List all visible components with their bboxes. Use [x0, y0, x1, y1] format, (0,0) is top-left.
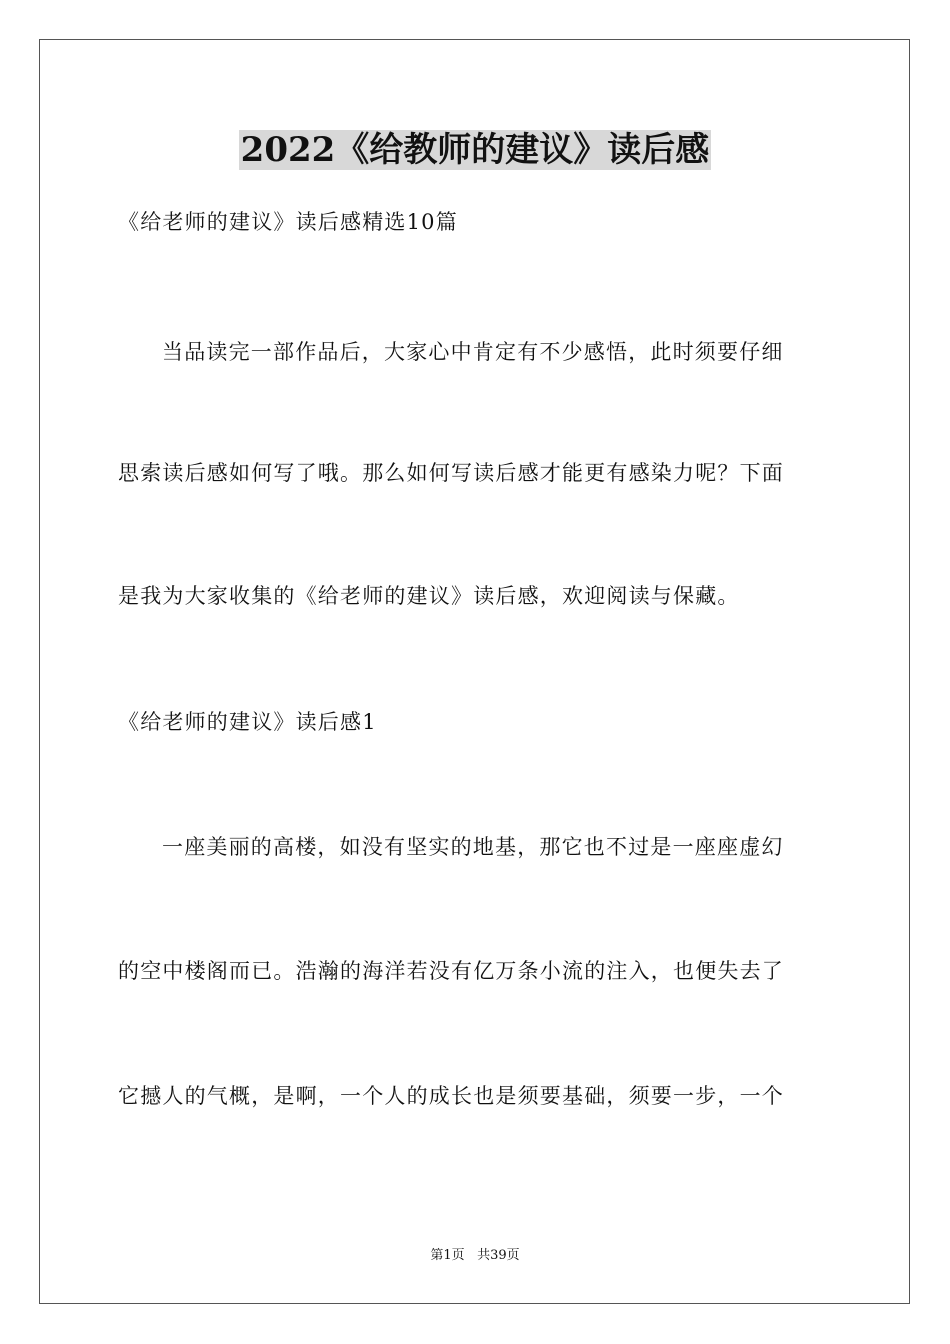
document-title	[0, 128, 950, 172]
document-subtitle: 《给老师的建议》读后感精选10篇	[118, 210, 458, 234]
paragraph-line: 它撼人的气概，是啊，一个人的成长也是须要基础，须要一步，一个	[118, 1084, 784, 1108]
page-footer	[0, 1247, 950, 1265]
page-number: 第1页	[430, 1248, 465, 1263]
section-heading: 《给老师的建议》读后感1	[118, 710, 377, 734]
paragraph-line: 当品读完一部作品后，大家心中肯定有不少感悟，此时须要仔细	[162, 340, 784, 364]
page-total: 共39页	[477, 1248, 520, 1263]
document-title-text: 2022《给教师的建议》读后感	[240, 130, 710, 170]
paragraph-line: 思索读后感如何写了哦。那么如何写读后感才能更有感染力呢？下面	[118, 461, 784, 485]
paragraph-line: 是我为大家收集的《给老师的建议》读后感，欢迎阅读与保藏。	[118, 584, 740, 608]
paragraph-line: 的空中楼阁而已。浩瀚的海洋若没有亿万条小流的注入，也便失去了	[118, 959, 784, 983]
paragraph-line: 一座美丽的高楼，如没有坚实的地基，那它也不过是一座座虚幻	[162, 835, 784, 859]
